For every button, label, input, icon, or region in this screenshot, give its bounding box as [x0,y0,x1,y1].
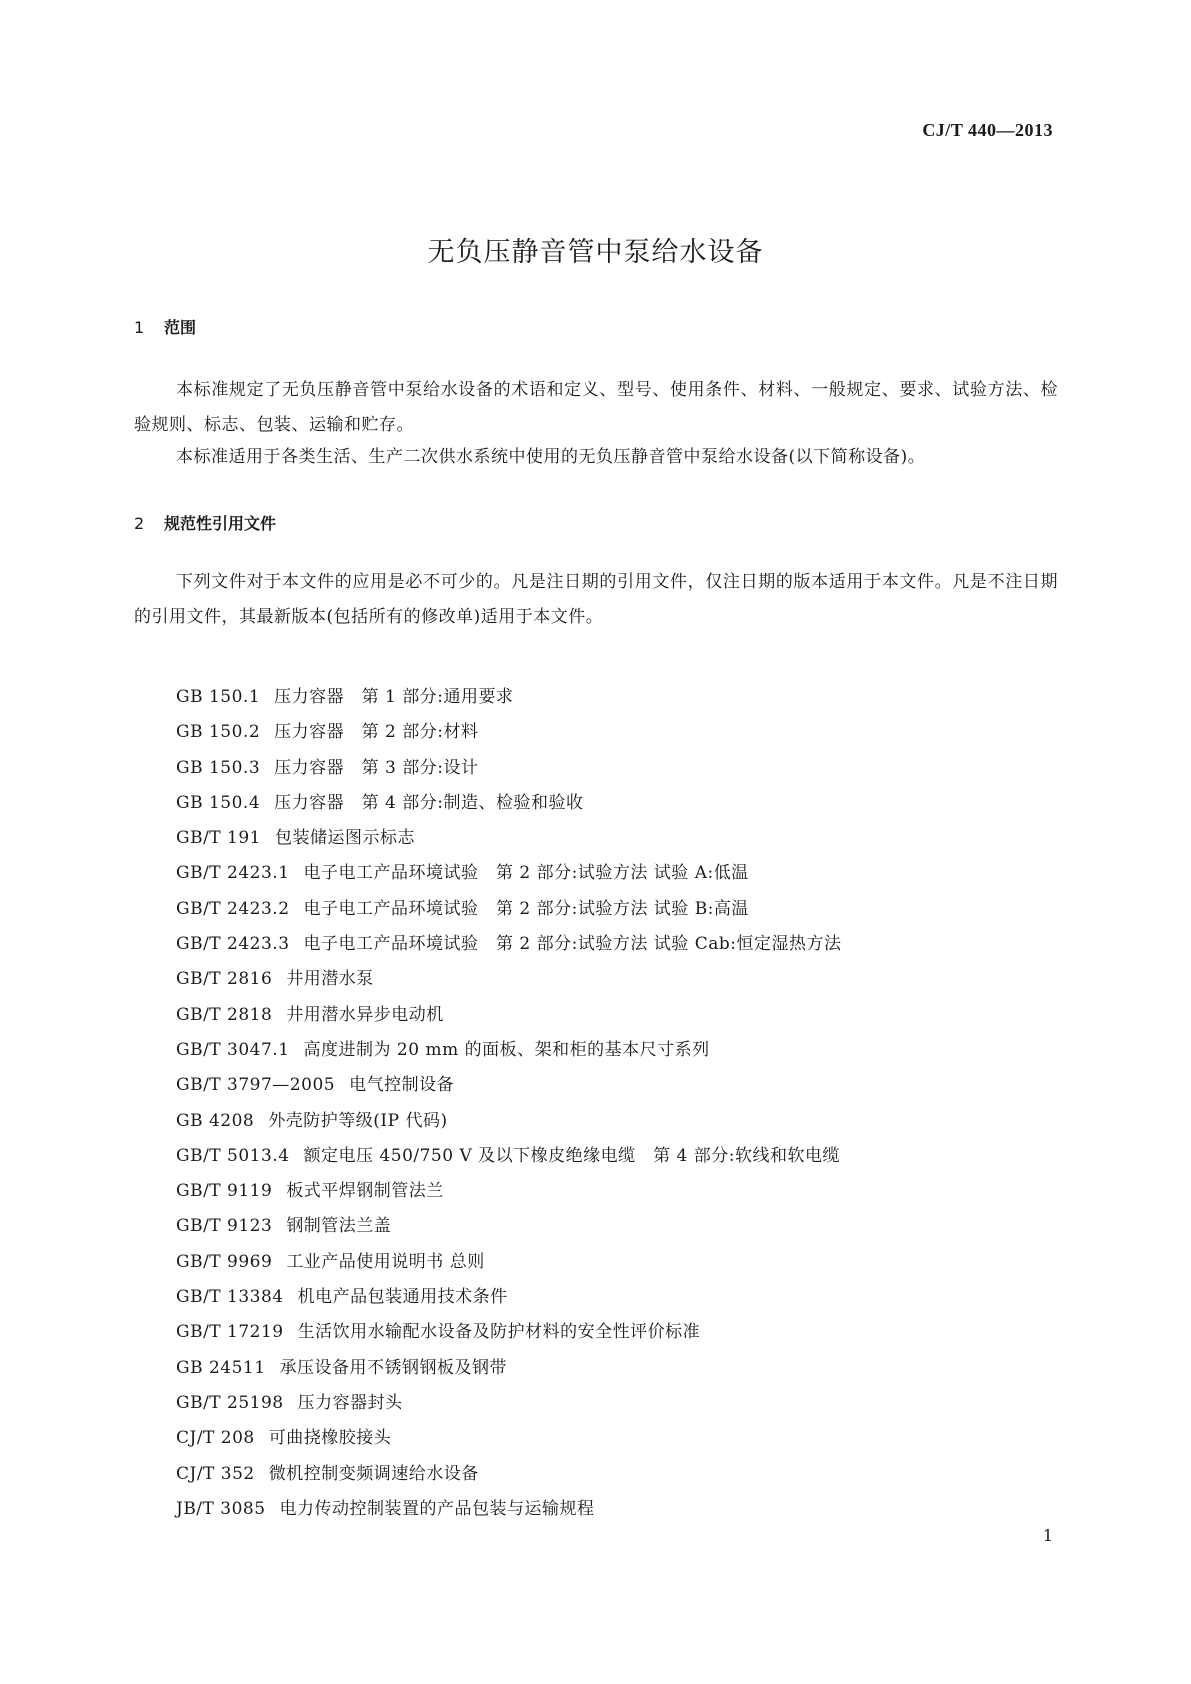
reference-item [176,927,841,962]
reference-title: 井用潜水泵 [286,969,374,990]
reference-item [176,715,841,750]
document-title: 无负压静音管中泵给水设备 [427,237,764,268]
reference-title: 生活饮用水输配水设备及防护材料的安全性评价标准 [297,1322,701,1343]
reference-item [176,1174,841,1209]
reference-code: CJ/T 208 [176,1428,255,1449]
reference-title: 压力容器 第 4 部分:制造、检验和验收 [274,792,584,813]
reference-item [176,1421,841,1456]
reference-code: GB 150.2 [176,722,261,743]
reference-title: 工业产品使用说明书 总则 [286,1251,485,1272]
reference-code: GB 24511 [176,1357,266,1378]
standard-code: CJ/T 440—2013 [922,120,1053,140]
reference-title: 外壳防护等级(IP 代码) [268,1110,448,1131]
reference-item [176,1492,841,1527]
reference-item [176,1457,841,1492]
reference-title: 电子电工产品环境试验 第 2 部分:试验方法 试验 B:高温 [303,898,749,919]
reference-code: GB/T 191 [176,828,261,849]
reference-item [176,1033,841,1068]
reference-item [176,962,841,997]
reference-code: GB/T 25198 [176,1392,284,1413]
reference-item [176,998,841,1033]
reference-item [176,680,841,715]
section-title: 范围 [164,318,197,337]
reference-title: 板式平焊钢制管法兰 [286,1181,444,1202]
reference-code: GB 150.3 [176,757,261,778]
reference-title: 压力容器封头 [297,1392,403,1413]
reference-title: 压力容器 第 1 部分:通用要求 [274,687,514,707]
reference-item [176,1068,841,1103]
reference-code: GB/T 3047.1 [176,1039,290,1060]
section-heading-normative-references [134,511,276,534]
reference-item [176,1351,841,1386]
reference-code: GB 150.1 [176,687,261,707]
reference-code: CJ/T 352 [176,1463,255,1484]
reference-item [176,892,841,927]
reference-item [176,786,841,821]
reference-code: GB/T 9123 [176,1216,273,1237]
reference-code: GB 4208 [176,1110,255,1131]
reference-code: GB 150.4 [176,792,261,813]
reference-item [176,1245,841,1280]
reference-code: GB/T 2423.2 [176,898,290,919]
reference-code: GB/T 2423.3 [176,934,290,955]
reference-code: GB/T 2423.1 [176,863,290,884]
reference-code: GB/T 2818 [176,1004,273,1025]
reference-title: 电子电工产品环境试验 第 2 部分:试验方法 试验 Cab:恒定湿热方法 [303,934,842,955]
reference-code: JB/T 3085 [176,1498,266,1519]
reference-item [176,1209,841,1244]
section-number: 1 [134,318,145,337]
reference-item [176,1139,841,1174]
reference-list [176,680,841,1527]
reference-title: 电子电工产品环境试验 第 2 部分:试验方法 试验 A:低温 [303,863,749,884]
reference-title: 井用潜水异步电动机 [286,1004,444,1025]
section-heading-scope [134,315,196,338]
reference-code: GB/T 13384 [176,1287,284,1308]
references-intro-paragraph: 下列文件对于本文件的应用是必不可少的。凡是注日期的引用文件，仅注日期的版本适用于本文件。凡是不注日期的引用文件，其最新版本(包括所有的修改单)适用于本文件。 [134,572,1058,627]
reference-code: GB/T 9119 [176,1181,273,1202]
reference-title: 可曲挠橡胶接头 [268,1428,392,1449]
reference-code: GB/T 9969 [176,1251,273,1272]
reference-title: 电力传动控制装置的产品包装与运输规程 [279,1498,595,1519]
reference-title: 电气控制设备 [349,1075,455,1096]
reference-title: 承压设备用不锈钢钢板及钢带 [279,1357,508,1378]
reference-title: 压力容器 第 2 部分:材料 [274,722,479,743]
reference-code: GB/T 2816 [176,969,273,990]
reference-title: 额定电压 450/750 V 及以下橡皮绝缘电缆 第 4 部分:软线和软电缆 [303,1145,840,1166]
reference-title: 机电产品包装通用技术条件 [297,1287,508,1308]
reference-title: 包装储运图示标志 [275,828,415,849]
page-number: 1 [1042,1526,1053,1545]
reference-title: 压力容器 第 3 部分:设计 [274,757,479,778]
reference-title: 微机控制变频调速给水设备 [268,1463,479,1484]
reference-code: GB/T 17219 [176,1322,284,1343]
reference-item [176,751,841,786]
reference-code: GB/T 3797—2005 [176,1075,336,1096]
section-number: 2 [134,514,145,533]
section-title: 规范性引用文件 [164,514,277,533]
scope-paragraph: 本标准规定了无负压静音管中泵给水设备的术语和定义、型号、使用条件、材料、一般规定、要求、试验方法、检验规则、标志、包装、运输和贮存。 [134,380,1058,435]
reference-item [176,1386,841,1421]
reference-item [176,1315,841,1350]
reference-item [176,821,841,856]
scope-paragraph: 本标准适用于各类生活、生产二次供水系统中使用的无负压静音管中泵给水设备(以下简称设备)。 [176,447,926,467]
reference-item [176,1104,841,1139]
reference-item [176,856,841,891]
reference-item [176,1280,841,1315]
reference-title: 钢制管法兰盖 [286,1216,392,1237]
reference-title: 高度进制为 20 mm 的面板、架和柜的基本尺寸系列 [303,1039,710,1060]
reference-code: GB/T 5013.4 [176,1145,290,1166]
